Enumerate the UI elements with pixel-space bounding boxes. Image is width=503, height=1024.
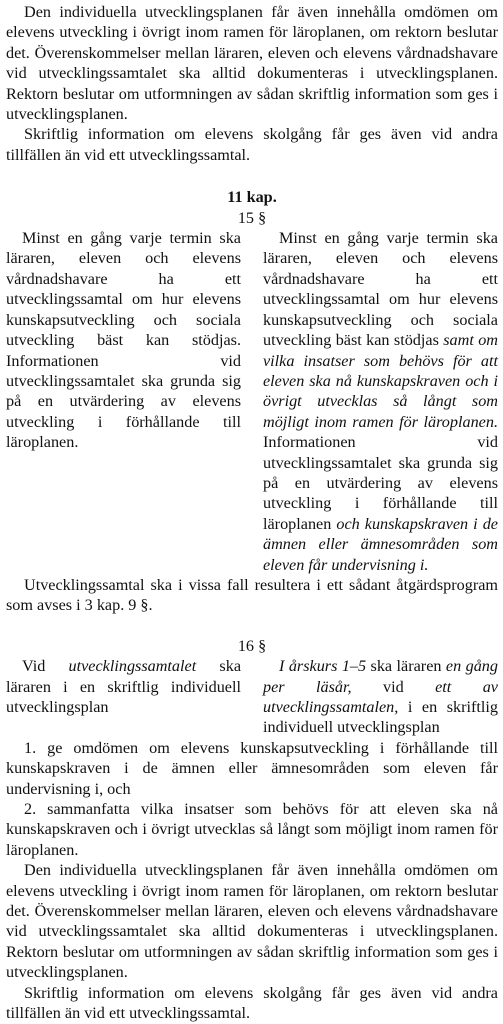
- section-15-current-text: [6, 228, 241, 575]
- outro-paragraph-2: Skriftlig information om elevens skolgång får ges även vid andra tillfällen än vid ett utvecklingssamtal.: [6, 983, 498, 1023]
- left16-text-c: ska läraren i en skriftlig individuell utvecklingsplan: [6, 657, 241, 716]
- left16-italic-b: utvecklingssamtalet: [68, 657, 197, 676]
- section-16-heading: 16 §: [237, 636, 267, 655]
- section-16-left-paragraph: [6, 656, 241, 717]
- right16-italic-a: I årskurs 1–5: [279, 657, 367, 676]
- list-item-1: 1. ge omdömen om elevens kunskapsutveckling i förhållande till kunskapskraven i de ämnen eller ämnesområden som eleven får undervisning i, och: [6, 738, 498, 798]
- section-16-columns: [6, 656, 498, 738]
- right16-italic-e: ett av utvecklingssamtalen,: [263, 677, 498, 716]
- outro-paragraph-1: Den individuella utvecklingsplanen får även innehålla omdömen om elevens utveckling i övrigt inom ramen för läroplanen, om rektorn beslutar det. Överenskommelser mellan läraren, eleven och elevens vårdnadshavare vid utvecklingssamtalet ska alltid dokumenteras i utvecklingsplanen. Rektorn beslutar om utformningen av sådan skriftlig information som ges i utvecklingsplanen.: [6, 861, 498, 982]
- right15-italic-b: samt om vilka insatser som behövs för att eleven ska nå kunskapskraven och i övrigt utvecklas så långt som möjligt inom ramen för läroplanen.: [263, 331, 498, 431]
- section-15-right-paragraph: [263, 228, 498, 575]
- list-item-2: 2. sammanfatta vilka insatser som behövs för att eleven ska nå kunskapskraven och i övrigt utvecklas så långt som möjligt inom ramen för läroplanen.: [6, 800, 498, 859]
- section-16-current-text: [6, 656, 241, 738]
- section-15-proposed-text: [263, 228, 498, 575]
- right16-italic-c: en gång per läsår,: [263, 657, 498, 696]
- section-15-left-paragraph: Minst en gång varje termin ska läraren, eleven och elevens vårdnadshavare ha ett utvecklingssamtal om hur elevens kunskapsutveckling och sociala utveckling bäst kan stödjas. Informationen vid utvecklingssamtalet ska grunda sig på en utvärdering av elevens utveckling i förhållande till läroplanen.: [6, 229, 241, 452]
- document-page: [6, 2, 498, 1024]
- right16-text-b: ska läraren: [366, 657, 446, 676]
- right16-text-f: i en skriftlig individuell utvecklingsplan: [263, 698, 498, 737]
- right16-text-d: vid: [351, 677, 436, 696]
- chapter-heading: 11 kap.: [227, 188, 277, 207]
- right15-text-c: Informationen vid utvecklingssamtalet ska grunda sig på en utvärdering av elevens utveckling i förhållande till läroplanen: [263, 433, 498, 533]
- section-15-after-paragraph: Utvecklingssamtal ska i vissa fall resultera i ett sådant åtgärdsprogram som avses i 3 kap. 9 §.: [6, 575, 498, 615]
- section-16-proposed-text: [263, 656, 498, 738]
- intro-paragraph-1: Den individuella utvecklingsplanen får även innehålla omdömen om elevens utveckling i övrigt inom ramen för läroplanen, om rektorn beslutar det. Överenskommelser mellan läraren, eleven och elevens vårdnadshavare vid utvecklingssamtalet ska alltid dokumenteras i utvecklingsplanen. Rektorn beslutar om utformningen av sådan skriftlig information som ges i utvecklingsplanen.: [6, 3, 498, 124]
- left16-text-a: Vid: [22, 657, 69, 676]
- right15-italic-d: och kunskapskraven i de ämnen eller ämnesområden som eleven får undervisning i.: [263, 514, 498, 574]
- right15-text-a: Minst en gång varje termin ska läraren, eleven och elevens vårdnadshavare ha ett utvecklingssamtal om hur elevens kunskapsutveckling och sociala utveckling bäst kan stödjas: [263, 229, 498, 350]
- section-15-heading: 15 §: [237, 208, 267, 227]
- intro-paragraph-2: Skriftlig information om elevens skolgång får ges även vid andra tillfällen än vid ett utvecklingssamtal.: [6, 125, 498, 164]
- section-16-right-paragraph: [263, 656, 498, 738]
- section-15-columns: [6, 228, 498, 575]
